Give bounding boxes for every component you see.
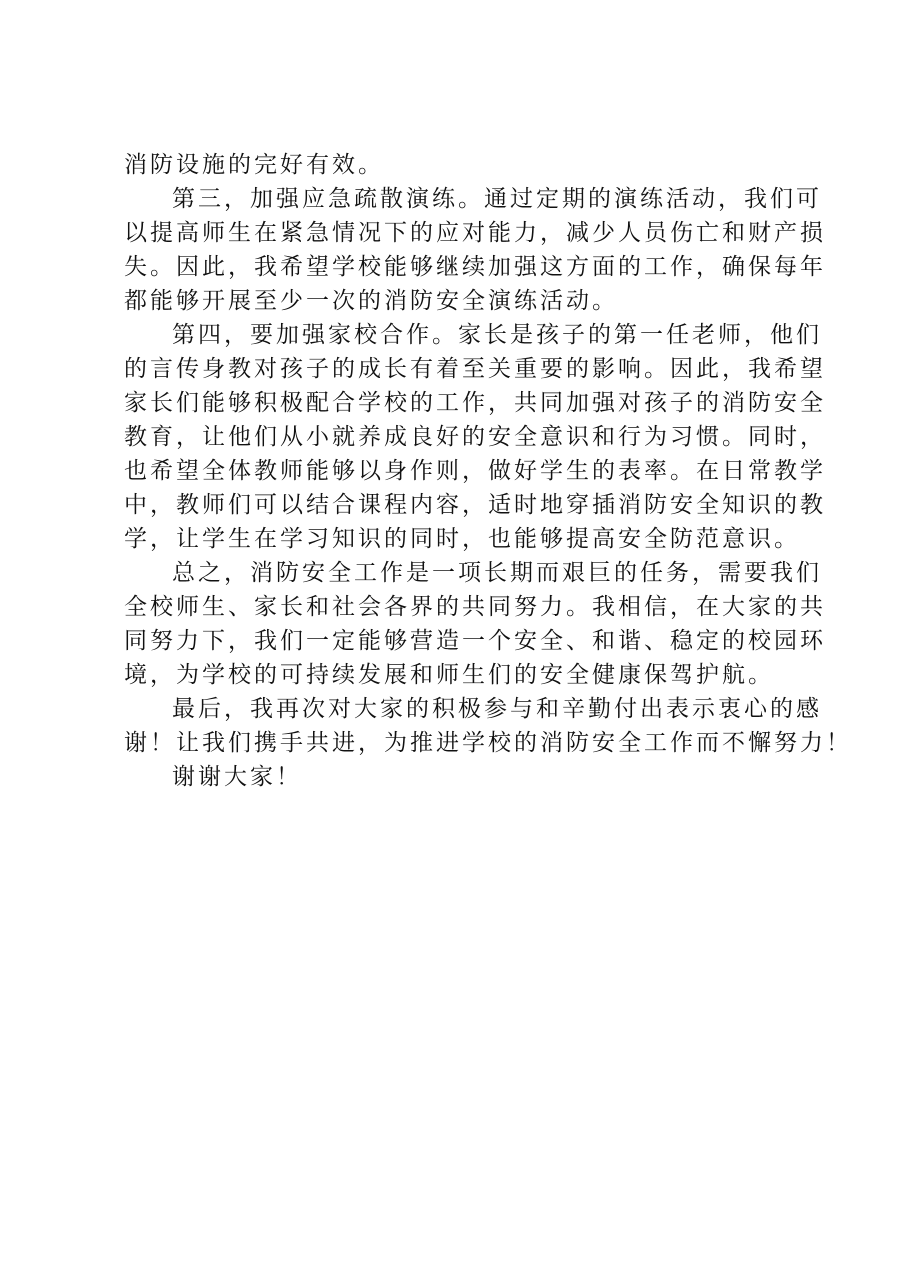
text-line: 学，让学生在学习知识的同时，也能够提高安全防范意识。 bbox=[124, 526, 800, 552]
text-line: 谢！让我们携手共进，为推进学校的消防安全工作而不懈努力！ bbox=[124, 730, 852, 756]
text-line: 都能够开展至少一次的消防安全演练活动。 bbox=[124, 288, 618, 314]
text-line: 的言传身教对孩子的成长有着至关重要的影响。因此，我希望 bbox=[124, 356, 826, 382]
text-line: 境，为学校的可持续发展和师生们的安全健康保驾护航。 bbox=[124, 662, 774, 688]
text-line: 家长们能够积极配合学校的工作，共同加强对孩子的消防安全 bbox=[124, 390, 826, 416]
text-line: 消防设施的完好有效。 bbox=[124, 152, 384, 178]
text-line: 也希望全体教师能够以身作则，做好学生的表率。在日常教学 bbox=[124, 458, 826, 484]
paragraph-start-line: 第三，加强应急疏散演练。通过定期的演练活动，我们可 bbox=[172, 186, 822, 212]
paragraph-start-line: 总之，消防安全工作是一项长期而艰巨的任务，需要我们 bbox=[172, 560, 822, 586]
closing-remark: 谢谢大家！ bbox=[172, 764, 302, 790]
text-line: 全校师生、家长和社会各界的共同努力。我相信，在大家的共 bbox=[124, 594, 826, 620]
paragraph-start-line: 最后，我再次对大家的积极参与和辛勤付出表示衷心的感 bbox=[172, 696, 822, 722]
text-line: 中，教师们可以结合课程内容，适时地穿插消防安全知识的教 bbox=[124, 492, 826, 518]
text-line: 以提高师生在紧急情况下的应对能力，减少人员伤亡和财产损 bbox=[124, 220, 826, 246]
paragraph-start-line: 第四，要加强家校合作。家长是孩子的第一任老师，他们 bbox=[172, 322, 822, 348]
text-line: 同努力下，我们一定能够营造一个安全、和谐、稳定的校园环 bbox=[124, 628, 826, 654]
document-body bbox=[124, 148, 852, 760]
text-line: 教育，让他们从小就养成良好的安全意识和行为习惯。同时， bbox=[124, 424, 826, 450]
text-line: 失。因此，我希望学校能够继续加强这方面的工作，确保每年 bbox=[124, 254, 826, 280]
